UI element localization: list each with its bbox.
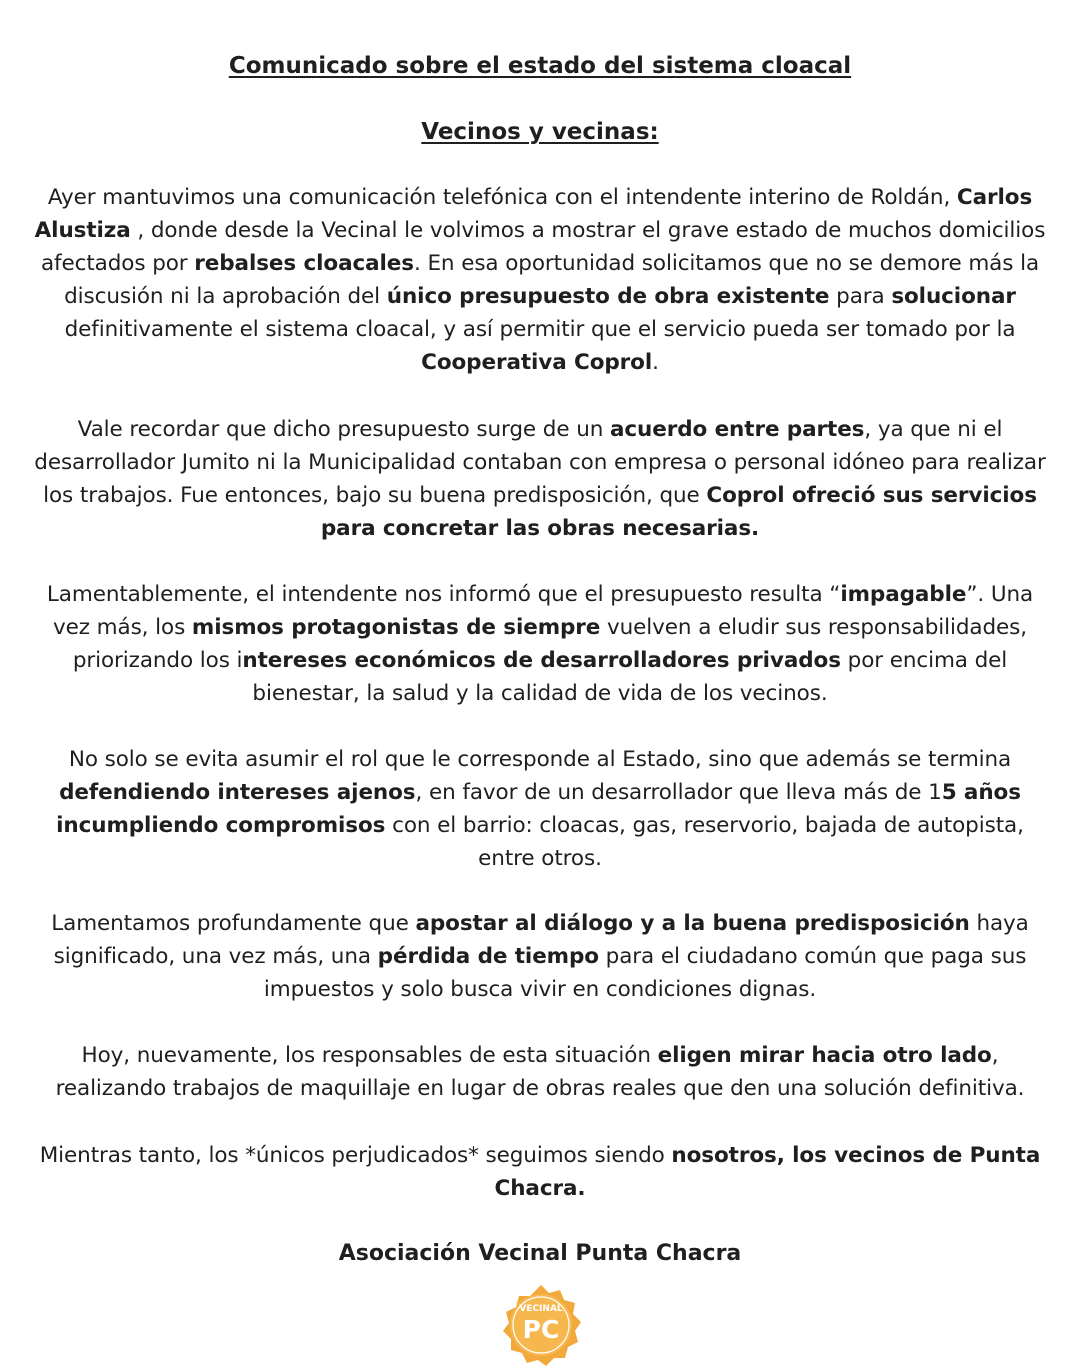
paragraph-2: Vale recordar que dicho presupuesto surge de un acuerdo entre partes, ya que ni el desarrollador Jumito ni la Municipalidad contaban con empresa o personal idóneo para realizar los trabajos. Fue entonces, bajo su buena predisposición, que Coprol ofreció sus servicios para concretar las obras necesarias. [34, 417, 1046, 541]
paragraph-7: Mientras tanto, los *únicos perjudicados* seguimos siendo nosotros, los vecinos de Punta Chacra. [39, 1143, 1041, 1201]
paragraph-1: Ayer mantuvimos una comunicación telefónica con el intendente interino de Roldán, Carlos Alustiza , donde desde la Vecinal le volvimos a mostrar el grave estado de muchos domicilios afectados por rebalses cloacales. En esa oportunidad solicitamos que no se demore más la discusión ni la aprobación del único presupuesto de obra existente para solucionar definitivamente el sistema cloacal, y así permitir que el servicio pueda ser tomado por la Cooperativa Coprol. [34, 185, 1046, 375]
greeting: Vecinos y vecinas: [421, 119, 659, 145]
signature: Asociación Vecinal Punta Chacra [338, 1241, 742, 1266]
document-title: Comunicado sobre el estado del sistema cloacal [228, 53, 852, 79]
paragraph-5: Lamentamos profundamente que apostar al diálogo y a la buena predisposición haya significado, una vez más, una pérdida de tiempo para el ciudadano común que paga sus impuestos y solo busca vivir en condiciones dignas. [51, 911, 1029, 1002]
logo-initials: PC [522, 1315, 560, 1344]
vecinal-logo [498, 1283, 584, 1369]
logo-badge [503, 1285, 581, 1366]
paragraph-3: Lamentablemente, el intendente nos informó que el presupuesto resulta “impagable”. Una vez más, los mismos protagonistas de siempre vuelven a eludir sus responsabilidades, priorizando los intereses económicos de desarrolladores privados por encima del bienestar, la salud y la calidad de vida de los vecinos. [46, 582, 1034, 706]
logo-top-text: VECINAL [519, 1304, 563, 1314]
paragraph-6: Hoy, nuevamente, los responsables de esta situación eligen mirar hacia otro lado, realizando trabajos de maquillaje en lugar de obras reales que den una solución definitiva. [55, 1043, 1025, 1101]
paragraph-4: No solo se evita asumir el rol que le corresponde al Estado, sino que además se termina defendiendo intereses ajenos, en favor de un desarrollador que lleva más de 15 años incumpliendo compromisos con el barrio: cloacas, gas, reservorio, bajada de autopista, entre otros. [56, 747, 1024, 871]
